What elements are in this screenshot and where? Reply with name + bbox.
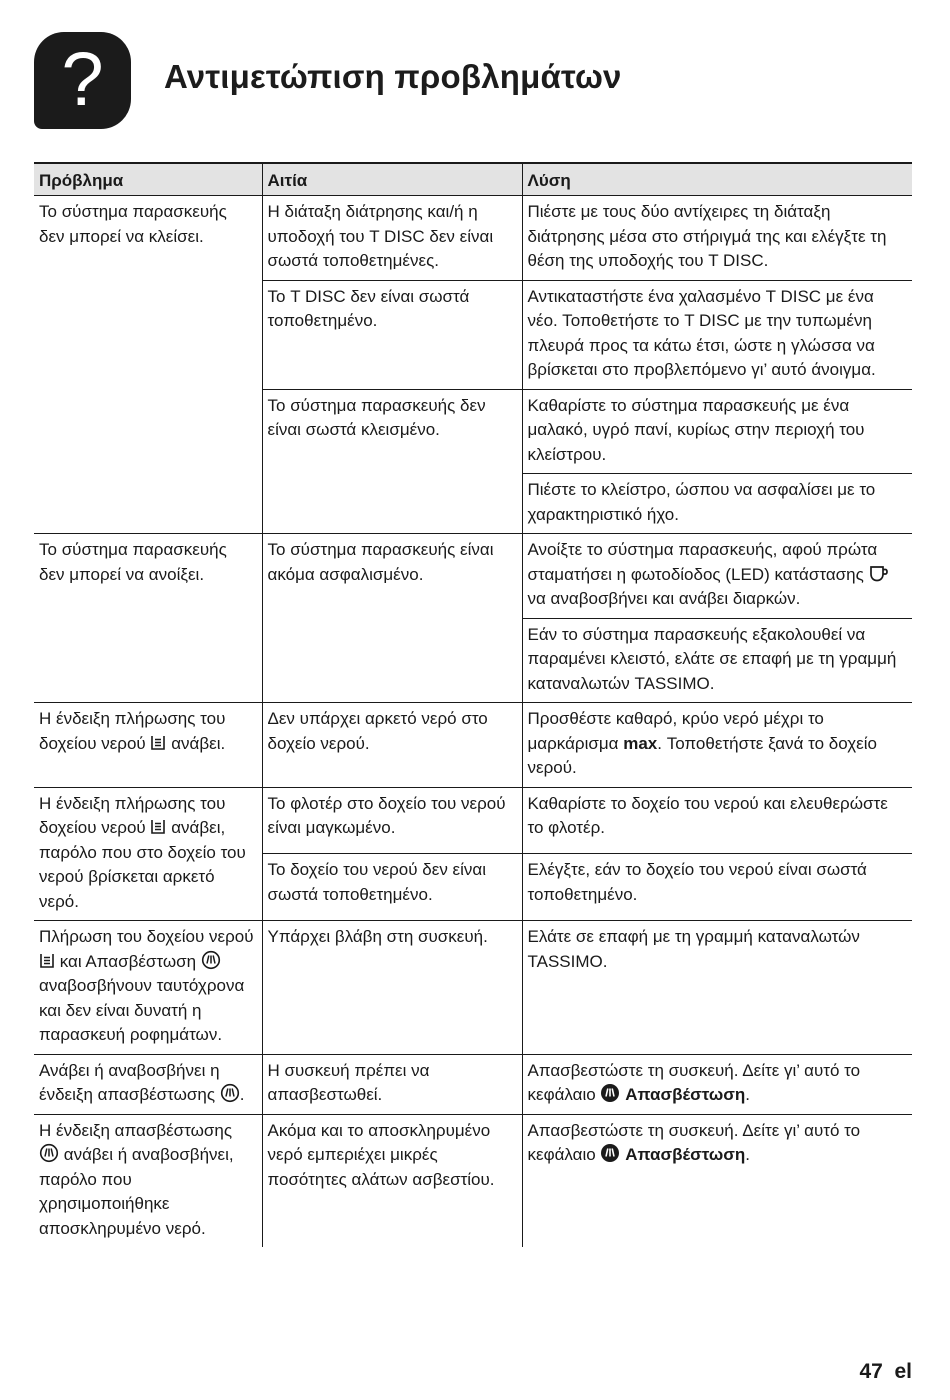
water-tank-icon — [39, 952, 55, 970]
water-tank-icon — [150, 734, 166, 752]
problem-text: Η ένδειξη πλήρωσης του δοχείου νερού — [39, 709, 226, 753]
problem-text: Ανάβει ή αναβοσβήνει η ένδειξη απασβέστωσης — [39, 1060, 220, 1104]
cause-cell: Το φλοτέρ στο δοχείο του νερού είναι μαγκωμένο. — [262, 787, 522, 854]
problem-text: Η ένδειξη πλήρωσης του δοχείου νερού — [39, 793, 226, 837]
descaling-chapter-icon — [600, 1083, 620, 1103]
table-row — [34, 1054, 912, 1114]
problem-text: και Απασβέστωση — [59, 951, 197, 971]
solution-cell — [522, 1054, 912, 1114]
language-code: el — [894, 1360, 912, 1383]
solution-text: Απασβεστώστε τη συσκευή. Δείτε γι’ αυτό το κεφάλαιο — [527, 1120, 861, 1164]
problem-cell — [34, 921, 262, 1055]
cause-cell: Η διάταξη διάτρησης και/ή η υποδοχή του T DISC δεν είναι σωστά τοποθετημένες. — [262, 196, 522, 281]
header-solution: Λύση — [522, 163, 912, 196]
table-row — [34, 703, 912, 788]
page-title: Αντιμετώπιση προβλημάτων — [164, 58, 622, 95]
problem-cell — [34, 787, 262, 921]
header-cause: Αιτία — [262, 163, 522, 196]
descaling-icon — [39, 1143, 59, 1163]
problem-cell — [34, 1054, 262, 1114]
solution-text: Ανοίξτε το σύστημα παρασκευής, αφού πρώτα σταματήσει η φωτοδίοδος (LED) κατάστασης — [527, 540, 878, 584]
solution-cell: Πιέστε με τους δύο αντίχειρες τη διάταξη διάτρησης μέσα στο στήριγμά της και ελέγξτε τη θέση της υποδοχής του T DISC. — [522, 196, 912, 281]
cause-cell: Το δοχείο του νερού δεν είναι σωστά τοποθετημένο. — [262, 854, 522, 921]
problem-cell: Το σύστημα παρασκευής δεν μπορεί να κλείσει. — [34, 196, 262, 534]
solution-text: . — [745, 1085, 750, 1104]
problem-text: Πλήρωση του δοχείου νερού — [39, 927, 254, 946]
table-row — [34, 921, 912, 1055]
solution-text: να αναβοσβήνει και ανάβει διαρκών. — [527, 589, 801, 608]
cause-cell: Ακόμα και το αποσκληρυμένο νερό εμπεριέχει μικρές ποσότητες αλάτων ασβεστίου. — [262, 1114, 522, 1247]
problem-text: αναβοσβήνουν ταυτόχρονα και δεν είναι δυνατή η παρασκευή ροφημάτων. — [39, 976, 245, 1044]
problem-text: ανάβει ή αναβοσβήνει, παρόλο που χρησιμοποιήθηκε αποσκληρυμένο νερό. — [39, 1145, 234, 1238]
table-header-row — [34, 163, 912, 196]
chapter-link-label: Απασβέστωση — [625, 1085, 746, 1104]
descaling-icon — [220, 1083, 240, 1103]
problem-text: Η ένδειξη απασβέστωσης — [39, 1120, 233, 1140]
cup-led-icon — [869, 565, 891, 583]
page-number: 47 — [859, 1360, 883, 1383]
descaling-icon — [201, 950, 221, 970]
problem-cell: Το σύστημα παρασκευής δεν μπορεί να ανοίξει. — [34, 534, 262, 703]
problem-cell — [34, 1114, 262, 1247]
cause-cell: Η συσκευή πρέπει να απασβεστωθεί. — [262, 1054, 522, 1114]
solution-cell: Καθαρίστε το σύστημα παρασκευής με ένα μαλακό, υγρό πανί, κυρίως στην περιοχή του κλείστρου. — [522, 389, 912, 474]
descaling-chapter-icon — [600, 1143, 620, 1163]
solution-text: . Τοποθετήστε ξανά το δοχείο νερού. — [527, 733, 877, 777]
page-footer — [859, 1360, 912, 1384]
question-mark-icon: ? — [34, 32, 131, 129]
solution-cell — [522, 1114, 912, 1247]
troubleshooting-table — [34, 162, 912, 1247]
chapter-link-label: Απασβέστωση — [625, 1145, 746, 1164]
solution-text: Απασβεστώστε τη συσκευή. Δείτε γι’ αυτό το κεφάλαιο — [527, 1060, 861, 1104]
cause-cell: Το σύστημα παρασκευής δεν είναι σωστά κλεισμένο. — [262, 389, 522, 534]
solution-cell — [522, 534, 912, 619]
solution-cell: Καθαρίστε το δοχείο του νερού και ελευθερώστε το φλοτέρ. — [522, 787, 912, 854]
solution-text: Προσθέστε καθαρό, κρύο νερό μέχρι το μαρκάρισμα — [527, 709, 824, 753]
problem-text: ανάβει, παρόλο που στο δοχείο του νερού βρίσκεται αρκετό νερό. — [39, 818, 246, 911]
solution-cell: Ελέγξτε, εάν το δοχείο του νερού είναι σωστά τοποθετημένο. — [522, 854, 912, 921]
water-tank-icon — [150, 818, 166, 836]
solution-cell: Πιέστε το κλείστρο, ώσπου να ασφαλίσει με το χαρακτηριστικό ήχο. — [522, 474, 912, 534]
solution-cell: Αντικαταστήστε ένα χαλασμένο T DISC με ένα νέο. Τοποθετήστε το T DISC με την τυπωμένη πλευρά προς τα κάτω έτσι, ώστε η γλώσσα να βρίσκεται στο προβλεπόμενο γι’ αυτό άνοιγμα. — [522, 280, 912, 389]
problem-text: ανάβει. — [171, 733, 226, 753]
table-row — [34, 534, 912, 619]
table-row — [34, 1114, 912, 1247]
cause-cell: Το σύστημα παρασκευής είναι ακόμα ασφαλισμένο. — [262, 534, 522, 703]
solution-text: . — [745, 1145, 750, 1164]
problem-text: . — [239, 1085, 245, 1104]
cause-cell: Δεν υπάρχει αρκετό νερό στο δοχείο νερού. — [262, 703, 522, 788]
solution-cell: Ελάτε σε επαφή με τη γραμμή καταναλωτών TASSIMO. — [522, 921, 912, 1055]
cause-cell: Υπάρχει βλάβη στη συσκευή. — [262, 921, 522, 1055]
table-row — [34, 196, 912, 281]
solution-cell: Εάν το σύστημα παρασκευής εξακολουθεί να παραμένει κλειστό, ελάτε σε επαφή με τη γραμμή καταναλωτών TASSIMO. — [522, 618, 912, 703]
table-row — [34, 787, 912, 854]
solution-cell — [522, 703, 912, 788]
cause-cell: Το T DISC δεν είναι σωστά τοποθετημένο. — [262, 280, 522, 389]
problem-cell — [34, 703, 262, 788]
header-problem: Πρόβλημα — [34, 163, 262, 196]
max-mark-label: max — [623, 733, 658, 753]
